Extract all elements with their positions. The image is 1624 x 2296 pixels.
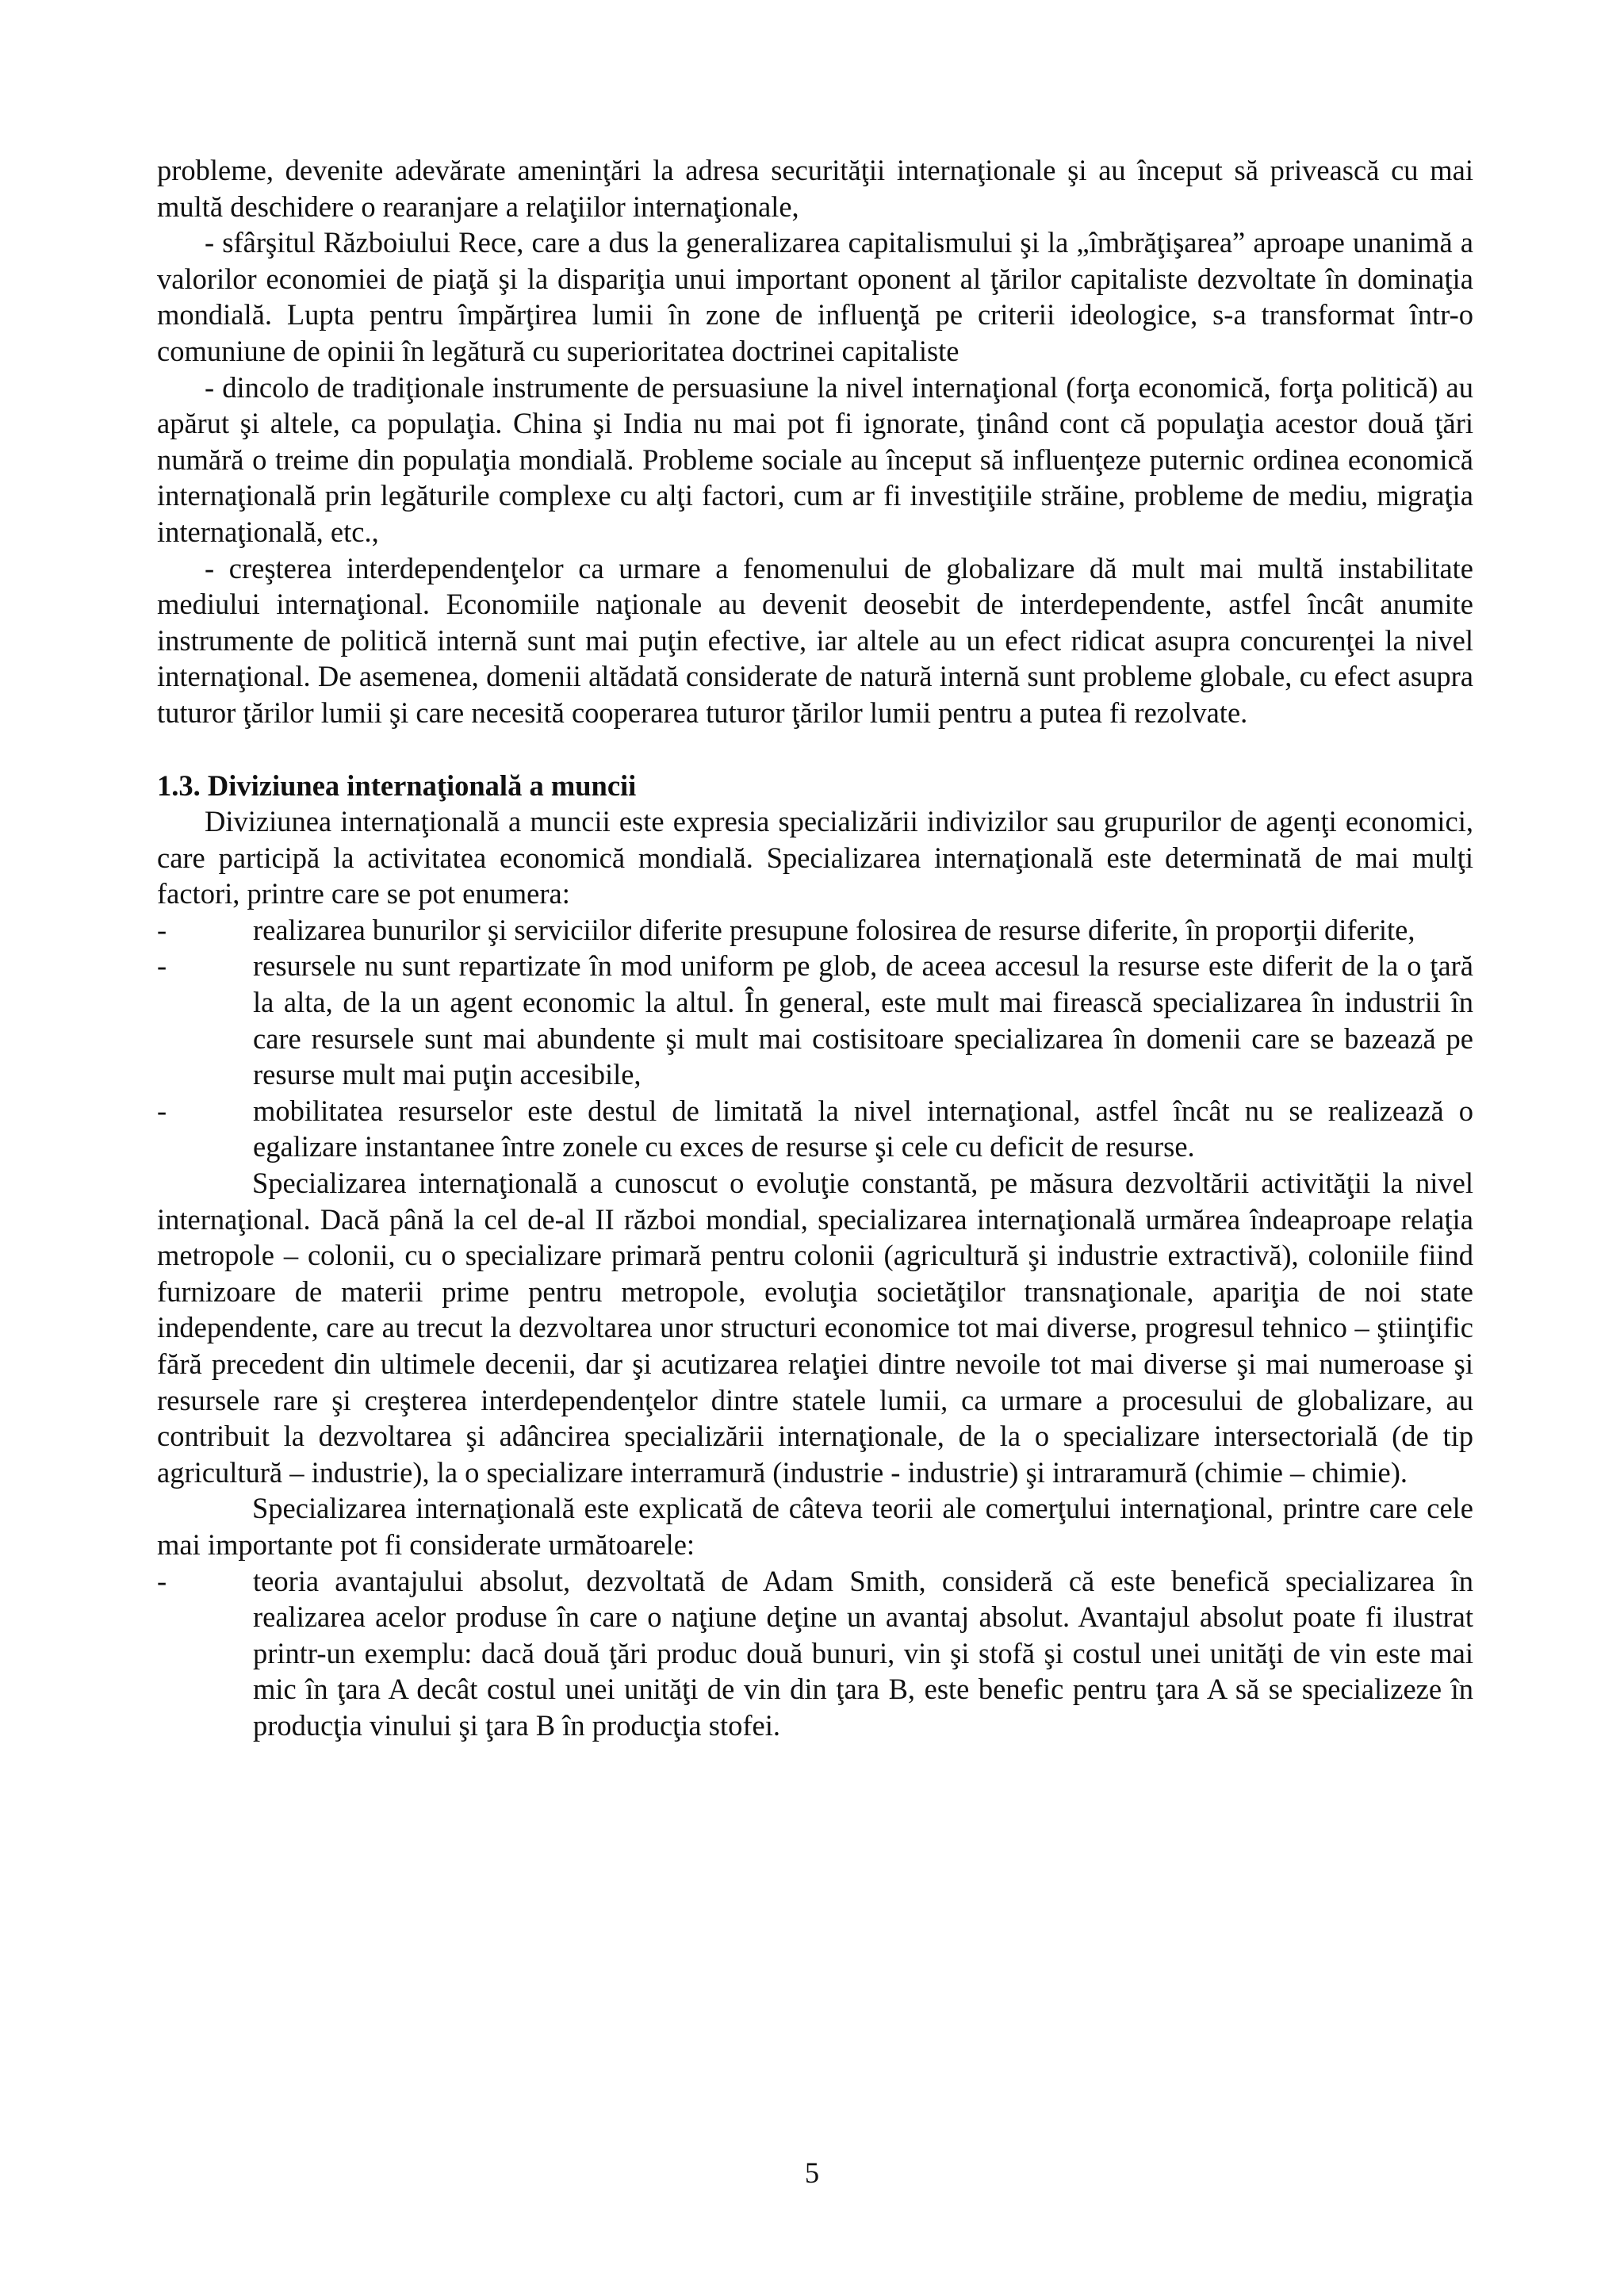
document-page [157, 152, 1473, 1744]
list-item-text: teoria avantajului absolut, dezvoltată de Adam Smith, consideră că este benefică specializarea în realizarea acelor produse în care o naţiune deţine un avantaj absolut. Avantajul absolut poate fi ilustrat printr-un exemplu: dacă două ţări produc două bunuri, vin şi stofă şi costul unei unităţi de vin este mai mic în ţara A decât costul unei unităţi de vin din ţara B, este benefic pentru ţara A să se specializeze în producţia vinului şi ţara B în producţia stofei. [253, 1564, 1473, 1742]
dash-bullet: - [157, 949, 167, 983]
interdependence-paragraph: - creşterea interdependenţelor ca urmare a fenomenului de globalizare dă mult mai multă instabilitate mediului internaţional. Economiile naţionale au devenit deosebit de interdependente, astfel încât anumite instrumente de politică internă sunt mai puţin efective, iar altele au un efect ridicat asupra concurenţei la nivel internaţional. De asemenea, domenii altădată considerate de natură internă sunt probleme globale, cu efect asupra tuturor ţărilor lumii şi care necesită cooperarea tuturor ţărilor lumii pentru a putea fi rezolvate. [157, 551, 1473, 729]
list-item-text: resursele nu sunt repartizate în mod uniform pe glob, de aceea accesul la resurse este diferit de la o ţară la alta, de la un agent economic la altul. În general, este mult mai firească specializarea în industrii în care resursele sunt mai abundente şi mult mai costisitoare specializarea în domenii care se bazează pe resurse mult mai puţin accesibile, [253, 949, 1473, 1091]
continuation-paragraph: probleme, devenite adevărate ameninţări la adresa securităţii internaţionale şi au început să privească cu mai multă deschidere o rearanjare a relaţiilor internaţionale, [157, 154, 1473, 223]
list-item [157, 1563, 1473, 1744]
population-paragraph: - dincolo de tradiţionale instrumente de persuasiune la nivel internaţional (forţa economică, forţa politică) au apărut şi altele, ca populaţia. China şi India nu mai pot fi ignorate, ţinând cont că populaţia acestor două ţări numără o treime din populaţia mondială. Probleme sociale au început să influenţeze puternic ordinea economică internaţională prin legăturile complexe cu alţi factori, cum ar fi investiţiile străine, probleme de mediu, migraţia internaţională, etc., [157, 370, 1473, 548]
list-item-text: mobilitatea resurselor este destul de limitată la nivel internaţional, astfel încât nu se realizează o egalizare instantanee între zonele cu exces de resurse şi cele cu deficit de resurse. [253, 1094, 1473, 1163]
page-number: 5 [804, 2156, 820, 2189]
list-item-text: realizarea bunurilor şi serviciilor diferite presupune folosirea de resurse diferite, în proporţii diferite, [253, 913, 1415, 946]
theories-list [157, 1563, 1473, 1744]
list-item [157, 912, 1473, 949]
list-item [157, 948, 1473, 1092]
dash-bullet: - [157, 1094, 167, 1127]
list-item [157, 1093, 1473, 1165]
dash-bullet: - [157, 913, 167, 946]
evolution-paragraph: Specializarea internaţională a cunoscut o evoluţie constantă, pe măsura dezvoltării activităţii la nivel internaţional. Dacă până la cel de-al II război mondial, specializarea internaţională urmărea îndeaproape relaţia metropole – colonii, cu o specializare primară pentru colonii (agricultură şi industrie extractivă), coloniile fiind furnizoare de materii prime pentru metropole, evoluţia societăţilor transnaţionale, apariţia de noi state independente, care au trecut la dezvoltarea unor structuri economice tot mai diverse, progresul tehnico – ştiinţific fără precedent din ultimele decenii, dar şi acutizarea relaţiei dintre nevoile tot mai diverse şi mai numeroase şi resursele rare şi creşterea interdependenţelor dintre statele lumii, ca urmare a procesului de globalizare, au contribuit la dezvoltarea şi adâncirea specializării internaţionale, de la o specializare intersectorială (de tip agricultură – industrie), la o specializare interramură (industrie - industrie) şi intraramură (chimie – chimie). [157, 1167, 1473, 1489]
dash-bullet: - [157, 1564, 167, 1597]
section-heading: 1.3. Diviziunea internaţională a muncii [157, 769, 637, 802]
factors-list [157, 912, 1473, 1165]
section-intro-paragraph: Diviziunea internaţională a muncii este expresia specializării indivizilor sau grupurilor de agenţi economici, care participă la activitatea economică mondială. Specializarea internaţională este determinată de mai mulţi factori, printre care se pot enumera: [157, 805, 1473, 910]
cold-war-paragraph: - sfârşitul Războiului Rece, care a dus la generalizarea capitalismului şi la „îmbrăţişarea” aproape unanimă a valorilor economiei de piaţă şi la dispariţia unui important oponent al ţărilor capitaliste dezvoltate în dominaţia mondială. Lupta pentru împărţirea lumii în zone de influenţă pe criterii ideologice, s-a transformat într-o comuniune de opinii în legătură cu superioritatea doctrinei capitaliste [157, 226, 1473, 367]
theories-intro-paragraph: Specializarea internaţională este explicată de câteva teorii ale comerţului internaţional, printre care cele mai importante pot fi considerate următoarele: [157, 1492, 1473, 1561]
